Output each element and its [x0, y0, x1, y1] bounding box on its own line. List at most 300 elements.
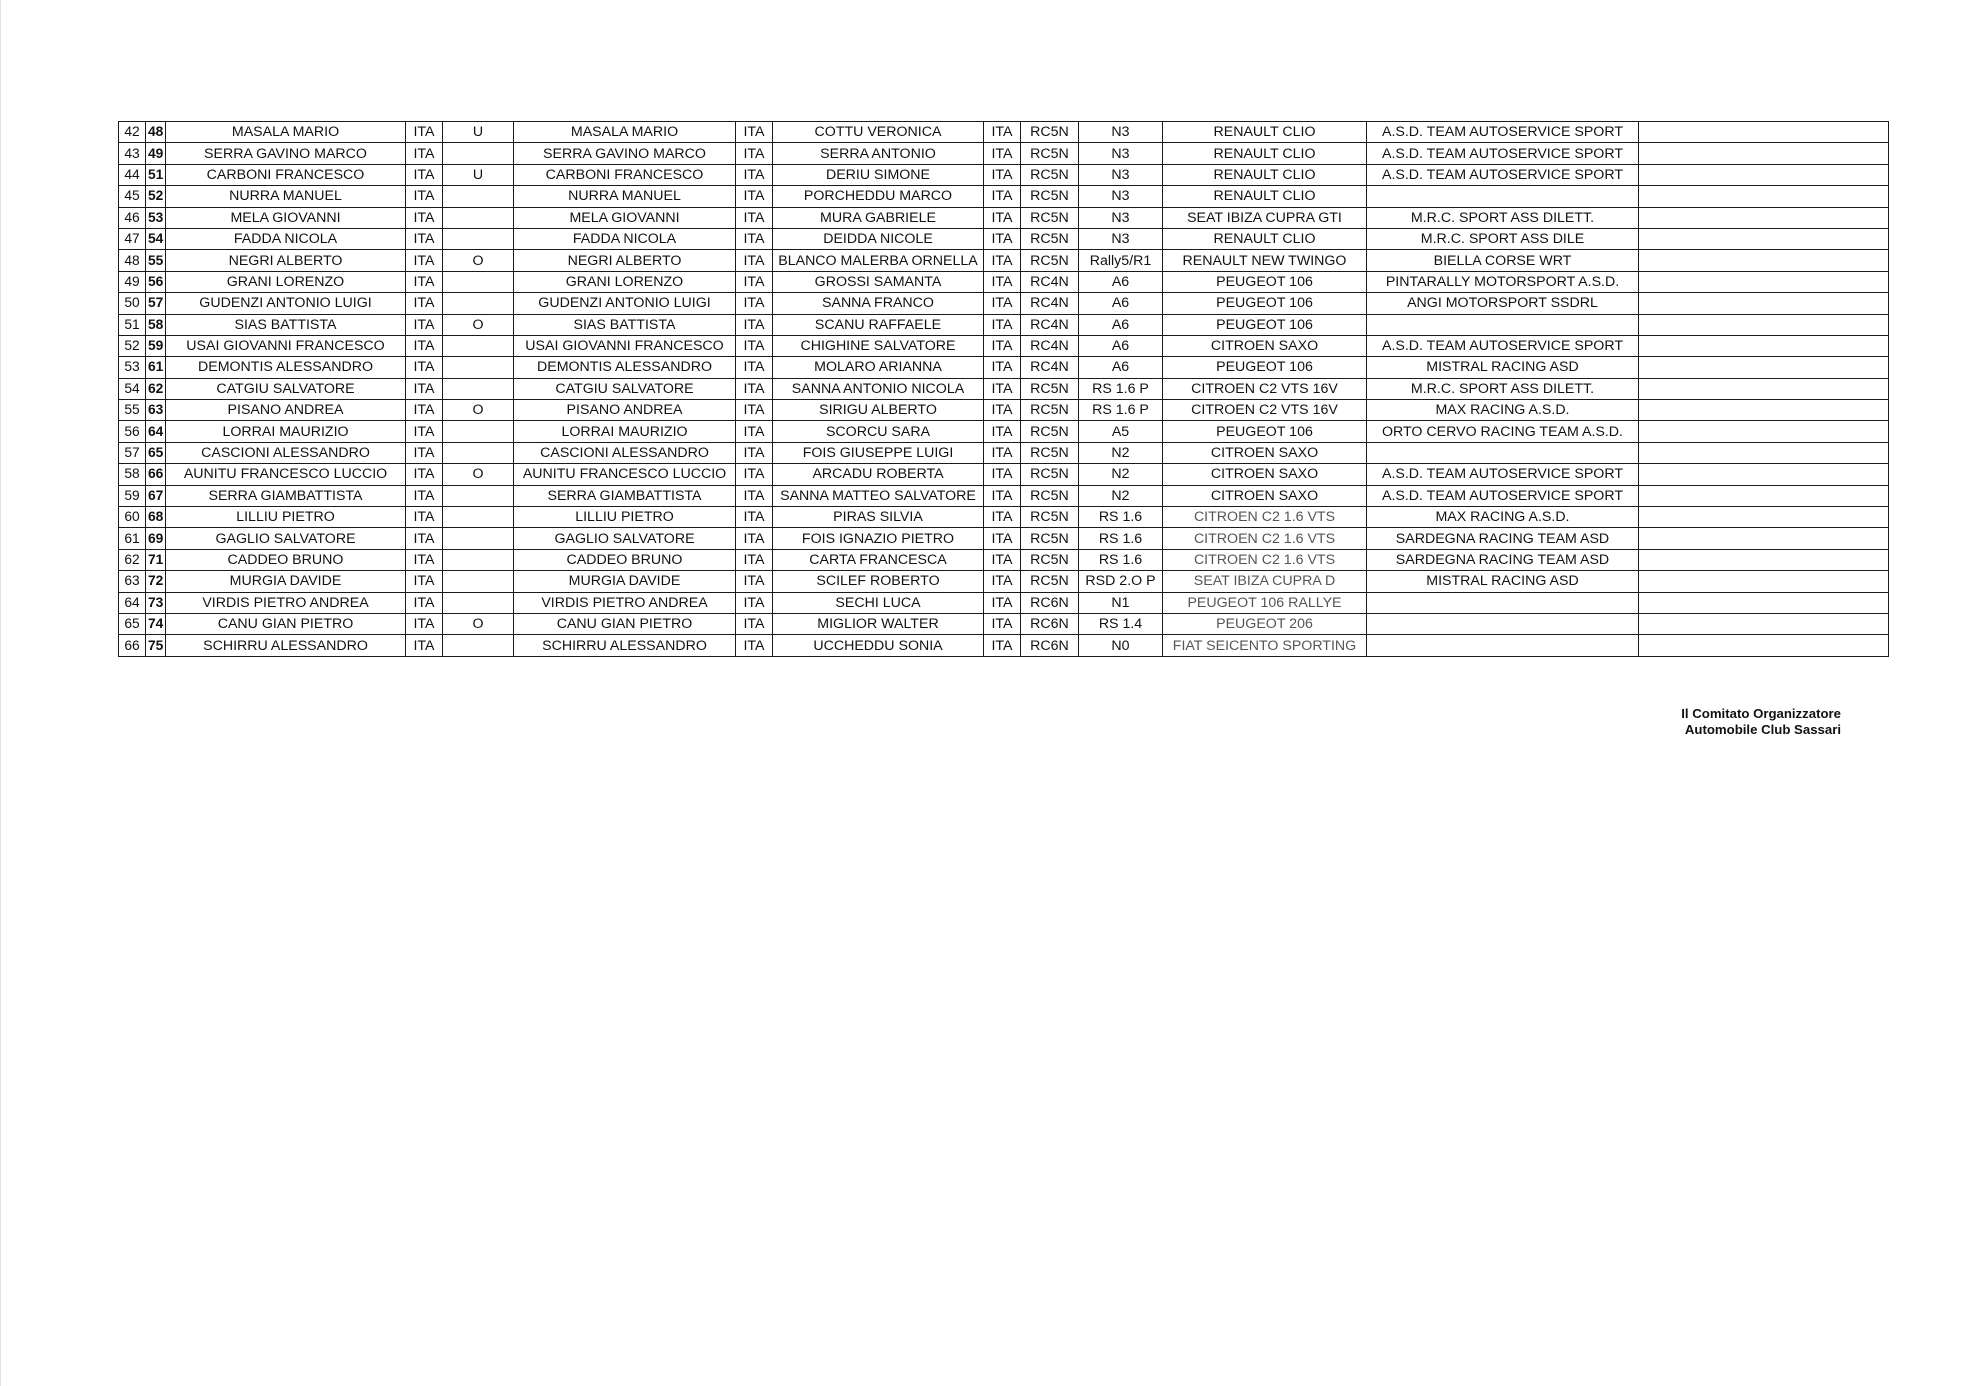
- codriver-name-cell: FOIS GIUSEPPE LUIGI: [773, 442, 984, 463]
- team-cell: BIELLA CORSE WRT: [1367, 250, 1639, 271]
- driver-nationality-cell: ITA: [406, 378, 443, 399]
- driver-name-cell: SCHIRRU ALESSANDRO: [166, 635, 406, 656]
- codriver-nationality-cell: ITA: [984, 571, 1021, 592]
- organizer-committee-label: Il Comitato Organizzatore: [1681, 706, 1841, 721]
- category-cell: [443, 507, 514, 528]
- codriver-name-cell: SCORCU SARA: [773, 421, 984, 442]
- driver-nationality-cell: ITA: [406, 122, 443, 143]
- group-cell: N2: [1079, 442, 1163, 463]
- notes-cell: [1639, 250, 1889, 271]
- car-model-cell: RENAULT CLIO: [1163, 143, 1367, 164]
- codriver-name-cell: SERRA ANTONIO: [773, 143, 984, 164]
- driver-name-cell: AUNITU FRANCESCO LUCCIO: [166, 464, 406, 485]
- codriver-nationality-cell: ITA: [984, 592, 1021, 613]
- position-cell: 53: [119, 357, 146, 378]
- car-model-cell: RENAULT CLIO: [1163, 122, 1367, 143]
- codriver-nationality-cell: ITA: [984, 271, 1021, 292]
- race-number-cell: 53: [146, 207, 166, 228]
- race-number-cell: 66: [146, 464, 166, 485]
- notes-cell: [1639, 143, 1889, 164]
- competitor-name-cell: DEMONTIS ALESSANDRO: [514, 357, 736, 378]
- category-cell: U: [443, 122, 514, 143]
- driver-nationality-cell: ITA: [406, 571, 443, 592]
- driver-name-cell: DEMONTIS ALESSANDRO: [166, 357, 406, 378]
- table-row: [119, 635, 1889, 656]
- driver-nationality-cell: ITA: [406, 228, 443, 249]
- race-number-cell: 58: [146, 314, 166, 335]
- category-cell: O: [443, 314, 514, 335]
- group-cell: RSD 2.O P: [1079, 571, 1163, 592]
- codriver-name-cell: SANNA MATTEO SALVATORE: [773, 485, 984, 506]
- position-cell: 44: [119, 164, 146, 185]
- codriver-name-cell: DERIU SIMONE: [773, 164, 984, 185]
- race-number-cell: 59: [146, 335, 166, 356]
- group-cell: A6: [1079, 314, 1163, 335]
- notes-cell: [1639, 400, 1889, 421]
- competitor-name-cell: PISANO ANDREA: [514, 400, 736, 421]
- race-number-cell: 56: [146, 271, 166, 292]
- table-row: [119, 549, 1889, 570]
- competitor-name-cell: SERRA GAVINO MARCO: [514, 143, 736, 164]
- table-row: [119, 122, 1889, 143]
- position-cell: 48: [119, 250, 146, 271]
- automobile-club-label: Automobile Club Sassari: [1684, 722, 1841, 737]
- notes-cell: [1639, 378, 1889, 399]
- competitor-nationality-cell: ITA: [736, 592, 773, 613]
- codriver-nationality-cell: ITA: [984, 528, 1021, 549]
- driver-nationality-cell: ITA: [406, 335, 443, 356]
- competitor-name-cell: LILLIU PIETRO: [514, 507, 736, 528]
- driver-name-cell: CATGIU SALVATORE: [166, 378, 406, 399]
- team-cell: M.R.C. SPORT ASS DILETT.: [1367, 207, 1639, 228]
- position-cell: 62: [119, 549, 146, 570]
- class-cell: RC4N: [1021, 271, 1079, 292]
- position-cell: 46: [119, 207, 146, 228]
- position-cell: 42: [119, 122, 146, 143]
- codriver-name-cell: FOIS IGNAZIO PIETRO: [773, 528, 984, 549]
- class-cell: RC5N: [1021, 250, 1079, 271]
- class-cell: RC5N: [1021, 122, 1079, 143]
- team-cell: ANGI MOTORSPORT SSDRL: [1367, 293, 1639, 314]
- category-cell: [443, 271, 514, 292]
- notes-cell: [1639, 613, 1889, 634]
- car-model-cell: CITROEN SAXO: [1163, 335, 1367, 356]
- codriver-name-cell: SCILEF ROBERTO: [773, 571, 984, 592]
- codriver-name-cell: GROSSI SAMANTA: [773, 271, 984, 292]
- competitor-name-cell: CARBONI FRANCESCO: [514, 164, 736, 185]
- codriver-nationality-cell: ITA: [984, 400, 1021, 421]
- position-cell: 51: [119, 314, 146, 335]
- car-model-cell: CITROEN C2 1.6 VTS: [1163, 549, 1367, 570]
- class-cell: RC5N: [1021, 464, 1079, 485]
- class-cell: RC5N: [1021, 421, 1079, 442]
- team-cell: [1367, 592, 1639, 613]
- car-model-cell: PEUGEOT 106: [1163, 293, 1367, 314]
- driver-name-cell: GUDENZI ANTONIO LUIGI: [166, 293, 406, 314]
- entry-list-table: [118, 121, 1889, 657]
- category-cell: [443, 207, 514, 228]
- table-row: [119, 400, 1889, 421]
- car-model-cell: RENAULT NEW TWINGO: [1163, 250, 1367, 271]
- table-row: [119, 485, 1889, 506]
- driver-nationality-cell: ITA: [406, 592, 443, 613]
- car-model-cell: FIAT SEICENTO SPORTING: [1163, 635, 1367, 656]
- table-row: [119, 592, 1889, 613]
- driver-nationality-cell: ITA: [406, 442, 443, 463]
- category-cell: O: [443, 613, 514, 634]
- team-cell: [1367, 442, 1639, 463]
- class-cell: RC5N: [1021, 143, 1079, 164]
- table-row: [119, 250, 1889, 271]
- car-model-cell: CITROEN SAXO: [1163, 485, 1367, 506]
- notes-cell: [1639, 549, 1889, 570]
- table-row: [119, 464, 1889, 485]
- notes-cell: [1639, 207, 1889, 228]
- codriver-nationality-cell: ITA: [984, 335, 1021, 356]
- team-cell: A.S.D. TEAM AUTOSERVICE SPORT: [1367, 464, 1639, 485]
- group-cell: A6: [1079, 335, 1163, 356]
- position-cell: 52: [119, 335, 146, 356]
- team-cell: A.S.D. TEAM AUTOSERVICE SPORT: [1367, 335, 1639, 356]
- car-model-cell: CITROEN C2 1.6 VTS: [1163, 507, 1367, 528]
- notes-cell: [1639, 164, 1889, 185]
- driver-name-cell: NEGRI ALBERTO: [166, 250, 406, 271]
- category-cell: [443, 528, 514, 549]
- codriver-name-cell: PORCHEDDU MARCO: [773, 186, 984, 207]
- car-model-cell: RENAULT CLIO: [1163, 164, 1367, 185]
- race-number-cell: 69: [146, 528, 166, 549]
- codriver-name-cell: COTTU VERONICA: [773, 122, 984, 143]
- car-model-cell: RENAULT CLIO: [1163, 228, 1367, 249]
- table-row: [119, 293, 1889, 314]
- competitor-name-cell: CASCIONI ALESSANDRO: [514, 442, 736, 463]
- notes-cell: [1639, 528, 1889, 549]
- group-cell: A6: [1079, 293, 1163, 314]
- competitor-nationality-cell: ITA: [736, 421, 773, 442]
- class-cell: RC4N: [1021, 293, 1079, 314]
- competitor-name-cell: SERRA GIAMBATTISTA: [514, 485, 736, 506]
- class-cell: RC6N: [1021, 613, 1079, 634]
- category-cell: [443, 357, 514, 378]
- driver-name-cell: VIRDIS PIETRO ANDREA: [166, 592, 406, 613]
- group-cell: N2: [1079, 485, 1163, 506]
- competitor-name-cell: GUDENZI ANTONIO LUIGI: [514, 293, 736, 314]
- table-row: [119, 528, 1889, 549]
- driver-nationality-cell: ITA: [406, 464, 443, 485]
- driver-nationality-cell: ITA: [406, 549, 443, 570]
- notes-cell: [1639, 186, 1889, 207]
- class-cell: RC4N: [1021, 314, 1079, 335]
- position-cell: 56: [119, 421, 146, 442]
- codriver-nationality-cell: ITA: [984, 228, 1021, 249]
- codriver-name-cell: MOLARO ARIANNA: [773, 357, 984, 378]
- class-cell: RC5N: [1021, 507, 1079, 528]
- category-cell: [443, 228, 514, 249]
- competitor-nationality-cell: ITA: [736, 400, 773, 421]
- class-cell: RC5N: [1021, 528, 1079, 549]
- driver-nationality-cell: ITA: [406, 421, 443, 442]
- table-row: [119, 442, 1889, 463]
- driver-nationality-cell: ITA: [406, 485, 443, 506]
- competitor-nationality-cell: ITA: [736, 271, 773, 292]
- group-cell: N3: [1079, 186, 1163, 207]
- team-cell: MISTRAL RACING ASD: [1367, 571, 1639, 592]
- codriver-nationality-cell: ITA: [984, 357, 1021, 378]
- codriver-name-cell: MIGLIOR WALTER: [773, 613, 984, 634]
- race-number-cell: 54: [146, 228, 166, 249]
- notes-cell: [1639, 442, 1889, 463]
- position-cell: 47: [119, 228, 146, 249]
- group-cell: A6: [1079, 271, 1163, 292]
- table-row: [119, 164, 1889, 185]
- codriver-nationality-cell: ITA: [984, 207, 1021, 228]
- notes-cell: [1639, 357, 1889, 378]
- driver-nationality-cell: ITA: [406, 635, 443, 656]
- driver-nationality-cell: ITA: [406, 357, 443, 378]
- competitor-nationality-cell: ITA: [736, 122, 773, 143]
- codriver-name-cell: SANNA ANTONIO NICOLA: [773, 378, 984, 399]
- entry-list-body: [119, 122, 1889, 657]
- race-number-cell: 51: [146, 164, 166, 185]
- driver-nationality-cell: ITA: [406, 250, 443, 271]
- codriver-name-cell: MURA GABRIELE: [773, 207, 984, 228]
- competitor-nationality-cell: ITA: [736, 549, 773, 570]
- driver-nationality-cell: ITA: [406, 613, 443, 634]
- group-cell: N2: [1079, 464, 1163, 485]
- car-model-cell: CITROEN SAXO: [1163, 442, 1367, 463]
- category-cell: U: [443, 164, 514, 185]
- position-cell: 64: [119, 592, 146, 613]
- class-cell: RC4N: [1021, 357, 1079, 378]
- codriver-nationality-cell: ITA: [984, 464, 1021, 485]
- notes-cell: [1639, 635, 1889, 656]
- group-cell: N3: [1079, 207, 1163, 228]
- competitor-name-cell: SCHIRRU ALESSANDRO: [514, 635, 736, 656]
- competitor-nationality-cell: ITA: [736, 485, 773, 506]
- notes-cell: [1639, 592, 1889, 613]
- position-cell: 54: [119, 378, 146, 399]
- table-row: [119, 314, 1889, 335]
- competitor-name-cell: LORRAI MAURIZIO: [514, 421, 736, 442]
- car-model-cell: PEUGEOT 106: [1163, 271, 1367, 292]
- car-model-cell: SEAT IBIZA CUPRA GTI: [1163, 207, 1367, 228]
- driver-name-cell: LORRAI MAURIZIO: [166, 421, 406, 442]
- car-model-cell: PEUGEOT 106: [1163, 357, 1367, 378]
- driver-name-cell: MELA GIOVANNI: [166, 207, 406, 228]
- competitor-nationality-cell: ITA: [736, 186, 773, 207]
- team-cell: [1367, 613, 1639, 634]
- race-number-cell: 62: [146, 378, 166, 399]
- competitor-name-cell: CADDEO BRUNO: [514, 549, 736, 570]
- codriver-name-cell: SCANU RAFFAELE: [773, 314, 984, 335]
- group-cell: A6: [1079, 357, 1163, 378]
- competitor-name-cell: MASALA MARIO: [514, 122, 736, 143]
- competitor-name-cell: FADDA NICOLA: [514, 228, 736, 249]
- group-cell: RS 1.6 P: [1079, 378, 1163, 399]
- competitor-nationality-cell: ITA: [736, 143, 773, 164]
- codriver-nationality-cell: ITA: [984, 164, 1021, 185]
- group-cell: RS 1.6: [1079, 507, 1163, 528]
- position-cell: 58: [119, 464, 146, 485]
- class-cell: RC5N: [1021, 549, 1079, 570]
- driver-name-cell: CASCIONI ALESSANDRO: [166, 442, 406, 463]
- competitor-nationality-cell: ITA: [736, 635, 773, 656]
- car-model-cell: PEUGEOT 206: [1163, 613, 1367, 634]
- race-number-cell: 61: [146, 357, 166, 378]
- race-number-cell: 74: [146, 613, 166, 634]
- competitor-name-cell: MELA GIOVANNI: [514, 207, 736, 228]
- driver-name-cell: NURRA MANUEL: [166, 186, 406, 207]
- codriver-nationality-cell: ITA: [984, 507, 1021, 528]
- codriver-nationality-cell: ITA: [984, 549, 1021, 570]
- table-row: [119, 421, 1889, 442]
- competitor-nationality-cell: ITA: [736, 314, 773, 335]
- codriver-name-cell: PIRAS SILVIA: [773, 507, 984, 528]
- team-cell: MISTRAL RACING ASD: [1367, 357, 1639, 378]
- table-row: [119, 271, 1889, 292]
- category-cell: [443, 378, 514, 399]
- codriver-nationality-cell: ITA: [984, 186, 1021, 207]
- competitor-name-cell: CANU GIAN PIETRO: [514, 613, 736, 634]
- competitor-name-cell: CATGIU SALVATORE: [514, 378, 736, 399]
- driver-nationality-cell: ITA: [406, 400, 443, 421]
- position-cell: 57: [119, 442, 146, 463]
- car-model-cell: CITROEN C2 VTS 16V: [1163, 378, 1367, 399]
- group-cell: N3: [1079, 228, 1163, 249]
- competitor-name-cell: VIRDIS PIETRO ANDREA: [514, 592, 736, 613]
- table-row: [119, 378, 1889, 399]
- notes-cell: [1639, 122, 1889, 143]
- team-cell: [1367, 635, 1639, 656]
- competitor-name-cell: AUNITU FRANCESCO LUCCIO: [514, 464, 736, 485]
- competitor-nationality-cell: ITA: [736, 164, 773, 185]
- team-cell: [1367, 186, 1639, 207]
- codriver-name-cell: BLANCO MALERBA ORNELLA: [773, 250, 984, 271]
- driver-name-cell: MURGIA DAVIDE: [166, 571, 406, 592]
- team-cell: M.R.C. SPORT ASS DILE: [1367, 228, 1639, 249]
- team-cell: A.S.D. TEAM AUTOSERVICE SPORT: [1367, 485, 1639, 506]
- codriver-nationality-cell: ITA: [984, 485, 1021, 506]
- position-cell: 61: [119, 528, 146, 549]
- notes-cell: [1639, 507, 1889, 528]
- driver-nationality-cell: ITA: [406, 143, 443, 164]
- category-cell: [443, 421, 514, 442]
- car-model-cell: CITROEN C2 VTS 16V: [1163, 400, 1367, 421]
- codriver-nationality-cell: ITA: [984, 314, 1021, 335]
- position-cell: 60: [119, 507, 146, 528]
- class-cell: RC6N: [1021, 592, 1079, 613]
- table-row: [119, 207, 1889, 228]
- competitor-name-cell: GRANI LORENZO: [514, 271, 736, 292]
- race-number-cell: 72: [146, 571, 166, 592]
- group-cell: A5: [1079, 421, 1163, 442]
- group-cell: Rally5/R1: [1079, 250, 1163, 271]
- competitor-nationality-cell: ITA: [736, 442, 773, 463]
- class-cell: RC5N: [1021, 186, 1079, 207]
- driver-name-cell: LILLIU PIETRO: [166, 507, 406, 528]
- category-cell: [443, 571, 514, 592]
- race-number-cell: 48: [146, 122, 166, 143]
- codriver-nationality-cell: ITA: [984, 635, 1021, 656]
- class-cell: RC4N: [1021, 335, 1079, 356]
- table-row: [119, 507, 1889, 528]
- competitor-name-cell: SIAS BATTISTA: [514, 314, 736, 335]
- competitor-name-cell: NEGRI ALBERTO: [514, 250, 736, 271]
- competitor-nationality-cell: ITA: [736, 613, 773, 634]
- class-cell: RC6N: [1021, 635, 1079, 656]
- notes-cell: [1639, 314, 1889, 335]
- driver-nationality-cell: ITA: [406, 314, 443, 335]
- driver-name-cell: CANU GIAN PIETRO: [166, 613, 406, 634]
- car-model-cell: PEUGEOT 106: [1163, 314, 1367, 335]
- notes-cell: [1639, 464, 1889, 485]
- group-cell: N3: [1079, 143, 1163, 164]
- class-cell: RC5N: [1021, 207, 1079, 228]
- category-cell: [443, 485, 514, 506]
- competitor-name-cell: GAGLIO SALVATORE: [514, 528, 736, 549]
- table-row: [119, 613, 1889, 634]
- codriver-nationality-cell: ITA: [984, 378, 1021, 399]
- codriver-name-cell: SANNA FRANCO: [773, 293, 984, 314]
- race-number-cell: 55: [146, 250, 166, 271]
- competitor-nationality-cell: ITA: [736, 250, 773, 271]
- category-cell: O: [443, 250, 514, 271]
- class-cell: RC5N: [1021, 571, 1079, 592]
- car-model-cell: CITROEN SAXO: [1163, 464, 1367, 485]
- team-cell: ORTO CERVO RACING TEAM A.S.D.: [1367, 421, 1639, 442]
- race-number-cell: 75: [146, 635, 166, 656]
- codriver-name-cell: CARTA FRANCESCA: [773, 549, 984, 570]
- competitor-nationality-cell: ITA: [736, 507, 773, 528]
- group-cell: RS 1.6: [1079, 528, 1163, 549]
- race-number-cell: 63: [146, 400, 166, 421]
- position-cell: 49: [119, 271, 146, 292]
- race-number-cell: 65: [146, 442, 166, 463]
- team-cell: MAX RACING A.S.D.: [1367, 507, 1639, 528]
- competitor-nationality-cell: ITA: [736, 335, 773, 356]
- team-cell: SARDEGNA RACING TEAM ASD: [1367, 549, 1639, 570]
- group-cell: RS 1.4: [1079, 613, 1163, 634]
- codriver-nationality-cell: ITA: [984, 250, 1021, 271]
- class-cell: RC5N: [1021, 442, 1079, 463]
- competitor-nationality-cell: ITA: [736, 528, 773, 549]
- team-cell: A.S.D. TEAM AUTOSERVICE SPORT: [1367, 143, 1639, 164]
- driver-name-cell: SERRA GAVINO MARCO: [166, 143, 406, 164]
- car-model-cell: PEUGEOT 106: [1163, 421, 1367, 442]
- position-cell: 55: [119, 400, 146, 421]
- codriver-name-cell: ARCADU ROBERTA: [773, 464, 984, 485]
- competitor-nationality-cell: ITA: [736, 571, 773, 592]
- driver-name-cell: SIAS BATTISTA: [166, 314, 406, 335]
- category-cell: [443, 143, 514, 164]
- group-cell: N3: [1079, 122, 1163, 143]
- race-number-cell: 67: [146, 485, 166, 506]
- driver-nationality-cell: ITA: [406, 164, 443, 185]
- codriver-nationality-cell: ITA: [984, 421, 1021, 442]
- position-cell: 59: [119, 485, 146, 506]
- category-cell: [443, 635, 514, 656]
- driver-name-cell: PISANO ANDREA: [166, 400, 406, 421]
- team-cell: A.S.D. TEAM AUTOSERVICE SPORT: [1367, 164, 1639, 185]
- table-row: [119, 186, 1889, 207]
- category-cell: O: [443, 400, 514, 421]
- team-cell: A.S.D. TEAM AUTOSERVICE SPORT: [1367, 122, 1639, 143]
- team-cell: MAX RACING A.S.D.: [1367, 400, 1639, 421]
- competitor-nationality-cell: ITA: [736, 357, 773, 378]
- competitor-nationality-cell: ITA: [736, 464, 773, 485]
- codriver-nationality-cell: ITA: [984, 293, 1021, 314]
- driver-name-cell: FADDA NICOLA: [166, 228, 406, 249]
